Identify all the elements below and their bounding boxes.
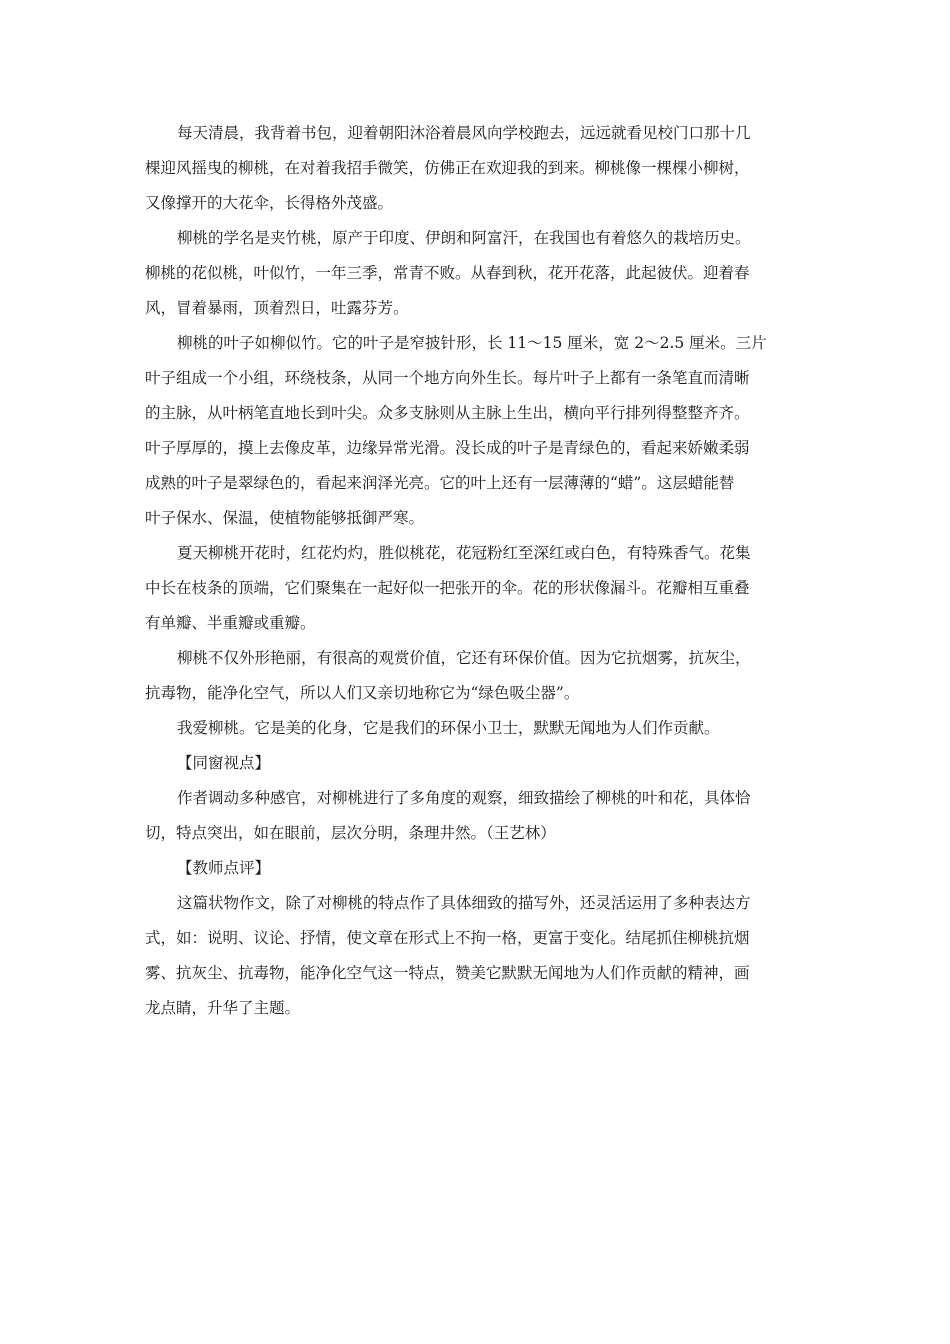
text-line: 每天清晨，我背着书包，迎着朝阳沐浴着晨风向学校跑去，远远就看见校门口那十几 (177, 124, 751, 142)
paragraph-5 (145, 641, 805, 711)
text-line: 柳桃不仅外形艳丽，有很高的观赏价值，它还有环保价值。因为它抗烟雾，抗灰尘， (177, 649, 751, 667)
document-page (145, 116, 805, 1026)
text-line: 成熟的叶子是翠绿色的，看起来润泽光亮。它的叶上还有一层薄薄的“蜡”。这层蜡能替 (145, 474, 735, 492)
text-line: 这篇状物作文，除了对柳桃的特点作了具体细致的描写外，还灵活运用了多种表达方 (177, 894, 751, 912)
text-line: 夏天柳桃开花时，红花灼灼，胜似桃花，花冠粉红至深红或白色，有特殊香气。花集 (177, 544, 751, 562)
text-line: 式，如：说明、议论、抒情，使文章在形式上不拘一格，更富于变化。结尾抓住柳桃抗烟 (145, 929, 750, 947)
paragraph-3 (145, 326, 805, 536)
paragraph-2 (145, 221, 805, 326)
text-line: 棵迎风摇曳的柳桃，在对着我招手微笑，仿佛正在欢迎我的到来。柳桃像一棵棵小柳树， (145, 159, 750, 177)
classmate-heading: 【同窗视点】 (177, 754, 271, 772)
text-line: 的主脉，从叶柄笔直地长到叶尖。众多支脉则从主脉上生出，横向平行排列得整整齐齐。 (145, 404, 750, 422)
teacher-comment (145, 886, 805, 1026)
text-line: 我爱柳桃。它是美的化身，它是我们的环保小卫士，默默无闻地为人们作贡献。 (177, 719, 720, 737)
text-line: 有单瓣、半重瓣或重瓣。 (145, 614, 316, 632)
text-line: 龙点睛，升华了主题。 (145, 999, 301, 1017)
text-line: 风，冒着暴雨，顶着烈日，吐露芬芳。 (145, 299, 409, 317)
text-line: 叶子保水、保温，使植物能够抵御严寒。 (145, 509, 425, 527)
text-line: 柳桃的花似桃，叶似竹，一年三季，常青不败。从春到秋，花开花落，此起彼伏。迎着春 (145, 264, 750, 282)
text-line: 柳桃的叶子如柳似竹。它的叶子是窄披针形，长 11～15 厘米，宽 2～2.5 厘米。三片 (177, 334, 767, 352)
text-line: 柳桃的学名是夹竹桃，原产于印度、伊朗和阿富汗，在我国也有着悠久的栽培历史。 (177, 229, 751, 247)
text-line: 切，特点突出，如在眼前，层次分明，条理井然。（王艺林） (145, 824, 556, 842)
paragraph-1 (145, 116, 805, 221)
teacher-heading: 【教师点评】 (177, 859, 271, 877)
paragraph-4 (145, 536, 805, 641)
text-line: 作者调动多种感官，对柳桃进行了多角度的观察，细致描绘了柳桃的叶和花，具体恰 (177, 789, 751, 807)
text-line: 叶子组成一个小组，环绕枝条，从同一个地方向外生长。每片叶子上都有一条笔直而清晰 (145, 369, 750, 387)
text-line: 中长在枝条的顶端，它们聚集在一起好似一把张开的伞。花的形状像漏斗。花瓣相互重叠 (145, 579, 750, 597)
classmate-comment (145, 781, 805, 851)
paragraph-6 (145, 711, 805, 746)
text-line: 叶子厚厚的，摸上去像皮革，边缘异常光滑。没长成的叶子是青绿色的，看起来娇嫩柔弱 (145, 439, 750, 457)
text-line: 又像撑开的大花伞，长得格外茂盛。 (145, 194, 394, 212)
text-line: 雾、抗灰尘、抗毒物，能净化空气这一特点，赞美它默默无闻地为人们作贡献的精神，画 (145, 964, 750, 982)
text-line: 抗毒物，能净化空气，所以人们又亲切地称它为“绿色吸尘器”。 (145, 684, 580, 702)
